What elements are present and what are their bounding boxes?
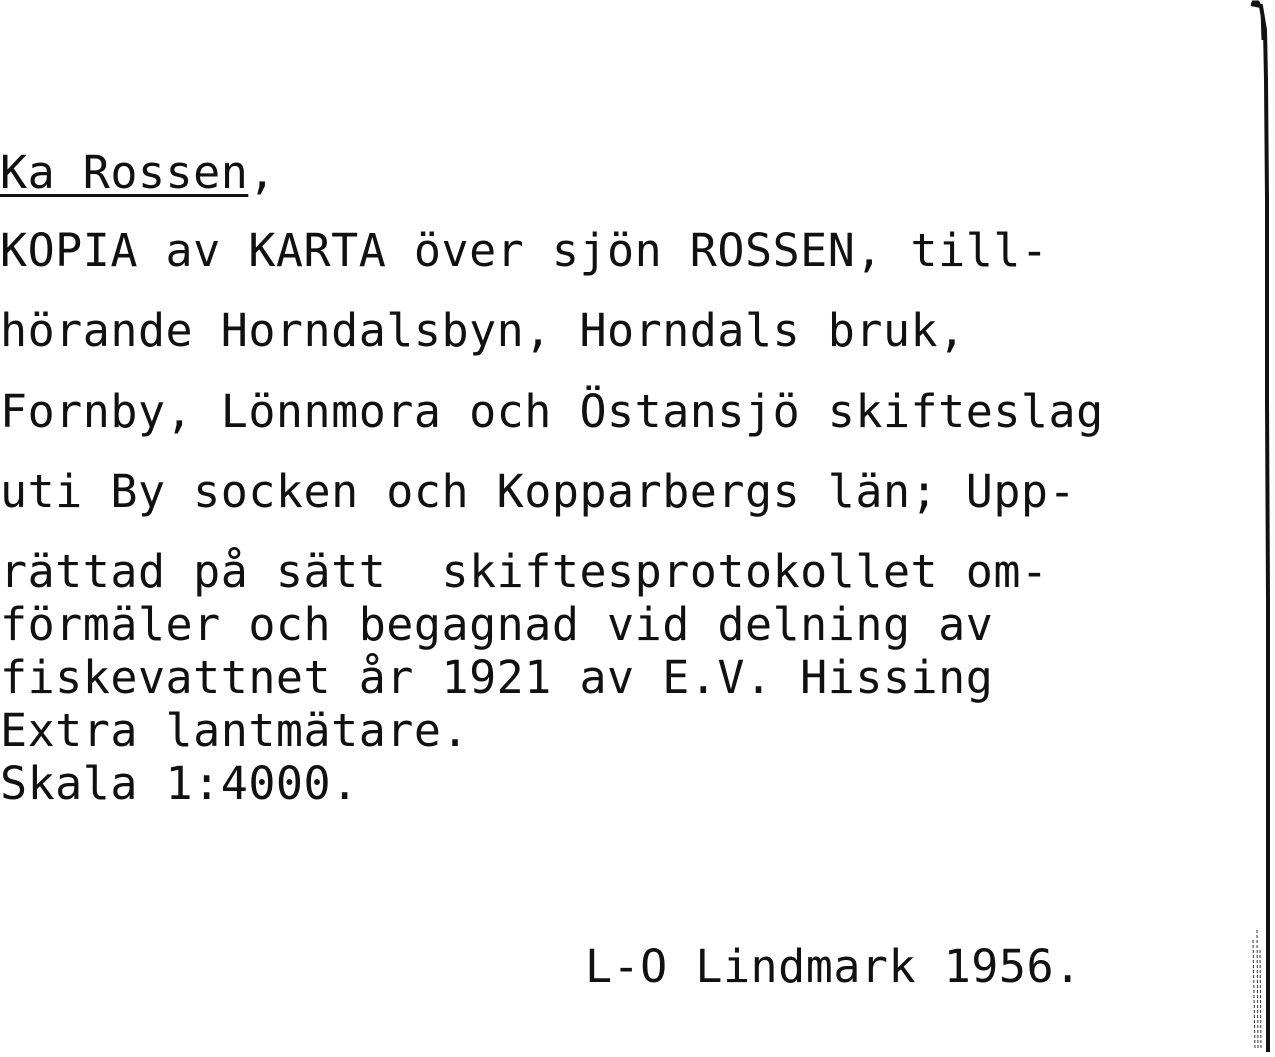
description-line-3: Fornby, Lönnmora och Östansjö skifteslag <box>0 385 1104 438</box>
description-line-7: fiskevattnet år 1921 av E.V. Hissing <box>0 651 994 704</box>
card-heading <box>0 146 276 199</box>
description-line-2: hörande Horndalsbyn, Horndals bruk, <box>0 304 966 357</box>
heading-punctuation: , <box>248 146 276 199</box>
scale-line: Skala 1:4000. <box>0 757 359 810</box>
signature-line: L-O Lindmark 1956. <box>585 940 1082 993</box>
description-line-6: förmäler och begagnad vid delning av <box>0 598 994 651</box>
description-line-8: Extra lantmätare. <box>0 704 470 757</box>
card-edge-shadow <box>1249 0 1271 1057</box>
description-line-4: uti By socken och Kopparbergs län; Upp- <box>0 465 1077 518</box>
heading-name: Ka Rossen <box>0 146 249 199</box>
description-line-1: KOPIA av KARTA över sjön ROSSEN, till- <box>0 224 1049 277</box>
description-line-5: rättad på sätt skiftesprotokollet om- <box>0 545 1049 598</box>
